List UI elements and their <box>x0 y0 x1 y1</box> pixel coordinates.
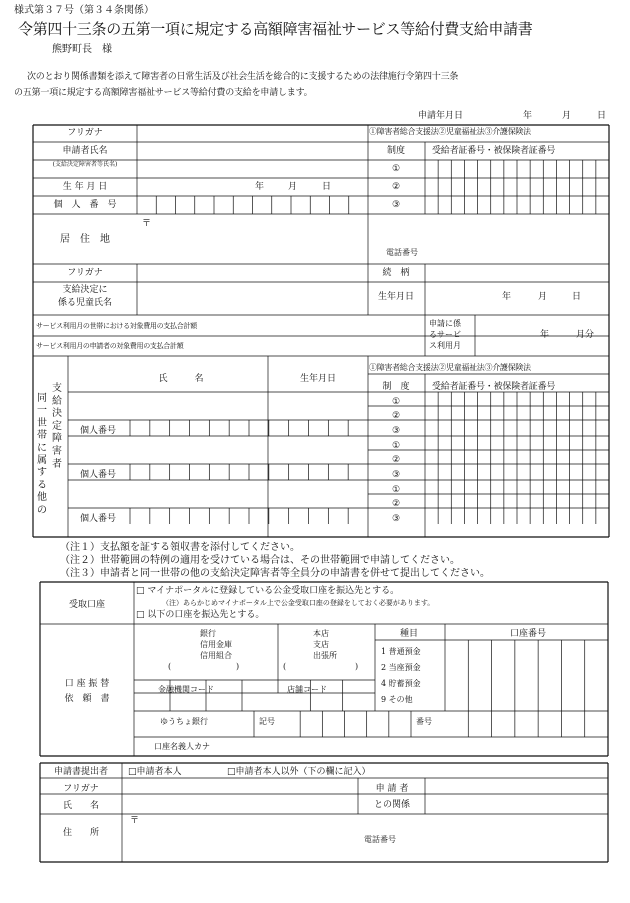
household-side-label-right: 支給決定障害者 <box>52 383 62 470</box>
child-birth-label: 生年月日 <box>377 292 415 302</box>
applicant-law-header: ①障害者総合支援法②児童福祉法③介護保険法 <box>369 127 531 136</box>
household-mynumber-label: 個人番号 <box>80 470 117 480</box>
household-law-3: ③ <box>391 470 401 480</box>
household-mynumber-label: 個人番号 <box>80 426 117 436</box>
household-law-1: ① <box>391 485 401 495</box>
submitter-furigana-label: フリガナ <box>63 784 99 794</box>
applicant-law-1: ① <box>391 164 401 174</box>
service-month-label-1: 申請に係 <box>429 319 461 328</box>
birth-month-label: 月 <box>288 182 298 192</box>
postal-mark: 〒 <box>142 219 152 229</box>
branch-word-shucchojo: 出張所 <box>313 651 337 660</box>
option-other-account[interactable]: □ 以下の口座を振込先とする。 <box>136 610 265 620</box>
household-law-3: ③ <box>391 514 401 524</box>
note-3: （注３）申請者と同一世帯の他の支給決定障害者等全員分の申請書を併せて提出してください。 <box>60 568 490 579</box>
yucho-label: ゆうちょ銀行 <box>160 717 208 726</box>
household-law-1: ① <box>391 397 401 407</box>
household-law-3: ③ <box>391 426 401 436</box>
applicant-total-label: サービス利用月の申請者の対象費用の支払合計額 <box>36 342 184 350</box>
child-furigana-label: フリガナ <box>67 268 103 278</box>
bank-word-shinkumi: 信用組合 <box>200 651 232 660</box>
application-date-label: 申請年月日 <box>418 111 464 121</box>
applicant-seido-label: 制度 <box>386 146 406 156</box>
date-day-label: 日 <box>597 111 607 121</box>
applicant-address-label: 居 住 地 <box>60 234 110 245</box>
household-mynumber-label: 個人番号 <box>80 514 117 524</box>
child-birth-day: 日 <box>572 292 582 302</box>
branch-paren-open: ( <box>283 662 287 671</box>
relation-label-line1: 申 請 者 <box>375 784 409 794</box>
intro-text-line2: の五第一項に規定する高額障害福祉サービス等給付費の支給を申請します。 <box>14 88 313 98</box>
household-side-label-left: 同一世帯に属する他の <box>37 393 47 516</box>
household-law-2: ② <box>391 411 401 421</box>
account-holder-label: 口座名義人カナ <box>154 742 210 751</box>
note-2: （注２）世帯範囲の特例の適用を受けている場合は、その世帯範囲で申請してください。 <box>60 555 460 566</box>
child-label-line1: 支給決定に <box>62 285 108 295</box>
household-law-2: ② <box>391 455 401 465</box>
submitter-name-label: 氏 名 <box>62 801 100 811</box>
submitter-phone-label: 電話番号 <box>364 835 396 844</box>
intro-text-line1: 次のとおり関係書類を添えて障害者の日常生活及び社会生活を総合的に支援するための法律施行令第四十三条 <box>27 72 459 82</box>
submitter-other-checkbox[interactable]: □申請者本人以外（下の欄に記入） <box>227 767 371 777</box>
household-law-2: ② <box>391 499 401 509</box>
branch-paren-close: ) <box>355 662 359 671</box>
service-month-label-2: るサービ <box>429 330 461 339</box>
applicant-cert-header: 受給者証番号・被保険者証番号 <box>432 146 556 156</box>
applicant-mynumber-label: 個 人 番 号 <box>53 200 117 210</box>
household-birth-header: 生年月日 <box>299 374 337 384</box>
bank-word-ginko: 銀行 <box>200 629 216 638</box>
transfer-label-line2: 依 頼 書 <box>64 694 110 704</box>
date-month-label: 月 <box>562 111 572 121</box>
submitter-self-checkbox[interactable]: □申請者本人 <box>128 767 182 777</box>
service-month-label-3: ス利用月 <box>429 341 461 350</box>
branch-code-label: 店舗コード <box>287 685 327 694</box>
applicant-furigana-label: フリガナ <box>67 128 103 138</box>
household-total-label: サービス利用月の世帯における対象費用の支払合計額 <box>36 322 197 330</box>
applicant-name-label: 申請者氏名 <box>62 146 108 156</box>
birth-year-label: 年 <box>255 182 265 192</box>
account-kind-label: 種目 <box>399 629 419 639</box>
applicant-birth-label: 生 年 月 日 <box>62 182 108 192</box>
applicant-law-3: ③ <box>391 200 401 210</box>
household-law-header: ①障害者総合支援法②児童福祉法③介護保険法 <box>369 363 531 372</box>
bank-paren-close: ) <box>236 662 240 671</box>
child-birth-month: 月 <box>538 292 548 302</box>
service-month-month: 月分 <box>576 330 595 340</box>
applicant-name-sublabel: (支給決定障害者等氏名) <box>52 161 118 168</box>
account-kind-9[interactable]: 9 その他 <box>381 695 413 704</box>
submitter-address-label: 住 所 <box>62 828 100 838</box>
applicant-law-2: ② <box>391 182 401 192</box>
branch-word-honten: 本店 <box>313 629 329 638</box>
addressee: 熊野町長 様 <box>52 44 112 55</box>
household-cert-header: 受給者証番号・被保険者証番号 <box>432 382 556 392</box>
account-number-label: 口座番号 <box>509 629 547 639</box>
service-month-year: 年 <box>540 330 550 340</box>
account-kind-4[interactable]: 4 貯蓄預金 <box>381 679 421 688</box>
transfer-label-line1: 口 座 振 替 <box>64 679 110 689</box>
yucho-kigo-label: 記号 <box>259 717 275 726</box>
submitter-postal-mark: 〒 <box>130 816 140 826</box>
household-law-1: ① <box>391 441 401 451</box>
submitter-label: 申請書提出者 <box>53 767 109 777</box>
birth-day-label: 日 <box>322 182 332 192</box>
bank-word-shinkin: 信用金庫 <box>200 640 232 649</box>
option-mynaportal[interactable]: □ マイナポータルに登録している公金受取口座を振込先とする。 <box>136 586 400 596</box>
relation-label-line2: との関係 <box>373 800 411 810</box>
date-year-label: 年 <box>523 111 533 121</box>
receipt-account-label: 受取口座 <box>68 600 106 610</box>
bank-code-label: 金融機関コード <box>158 685 214 694</box>
account-kind-2[interactable]: 2 当座預金 <box>381 663 421 672</box>
child-birth-year: 年 <box>502 292 512 302</box>
page-title: 令第四十三条の五第一項に規定する高額障害福祉サービス等給付費支給申請書 <box>18 20 533 38</box>
child-label-line2: 係る児童氏名 <box>57 298 113 308</box>
form-number: 様式第３７号（第３４条関係） <box>14 5 154 16</box>
household-name-header: 氏 名 <box>158 374 204 384</box>
household-seido-label: 制 度 <box>382 382 410 392</box>
account-kind-1[interactable]: 1 普通預金 <box>381 647 421 656</box>
note-1: （注１）支払額を証する領収書を添付してください。 <box>60 542 300 553</box>
bank-paren-open: ( <box>168 662 172 671</box>
option-mynaportal-note: （注）あらかじめマイナポータル上で公金受取口座の登録をしておく必要があります。 <box>162 599 435 607</box>
yucho-bango-label: 番号 <box>416 717 432 726</box>
branch-word-shiten: 支店 <box>313 640 329 649</box>
child-relation-label: 続 柄 <box>382 268 410 278</box>
applicant-phone-label: 電話番号 <box>386 248 418 257</box>
